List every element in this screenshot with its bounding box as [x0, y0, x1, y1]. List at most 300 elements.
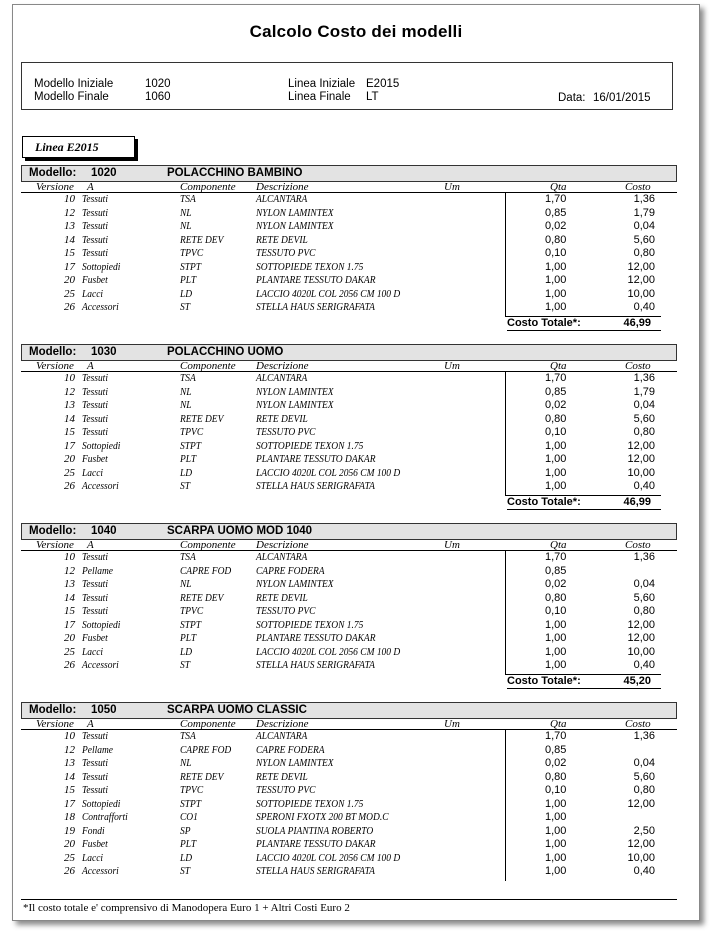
cell-qta: 1,00 — [545, 301, 567, 313]
cell-qta: 1,00 — [545, 480, 567, 492]
table-row — [21, 592, 677, 606]
cell-descrizione: TESSUTO PVC — [256, 247, 316, 259]
table-row — [21, 399, 677, 413]
cell-a: Tessuti — [82, 220, 108, 232]
cell-costo: 1,36 — [633, 372, 655, 384]
cell-a: Tessuti — [82, 233, 108, 246]
cell-a: Tessuti — [82, 372, 108, 384]
linea-finale-label: Linea Finale — [288, 91, 351, 103]
cell-a: Tessuti — [82, 551, 108, 563]
cell-descrizione: NYLON LAMINTEX — [256, 399, 334, 411]
cell-componente: PLT — [180, 453, 197, 465]
model-section — [21, 344, 677, 510]
cell-componente: NL — [180, 399, 192, 411]
cell-a: Lacci — [82, 851, 104, 864]
cell-componente: RETE DEV — [180, 233, 224, 246]
cell-versione: 12 — [64, 385, 75, 398]
cell-a: Lacci — [82, 466, 104, 479]
modello-finale-value: 1060 — [145, 91, 171, 103]
table-row — [21, 467, 677, 481]
cell-versione: 13 — [64, 399, 75, 411]
total-bottom-line — [507, 330, 661, 331]
cell-qta: 1,00 — [545, 260, 567, 273]
table-row — [21, 440, 677, 454]
cell-componente: RETE DEV — [180, 412, 224, 425]
cell-costo: 0,40 — [633, 659, 655, 671]
cell-componente: NL — [180, 220, 192, 232]
cell-qta: 0,80 — [545, 770, 567, 783]
col-um: Um — [444, 718, 460, 730]
cell-a: Tessuti — [82, 193, 108, 205]
cell-costo: 0,04 — [633, 757, 655, 769]
cell-a: Tessuti — [82, 247, 108, 259]
cell-qta: 0,80 — [545, 412, 567, 425]
cell-qta: 1,00 — [545, 287, 567, 300]
cell-costo: 10,00 — [627, 851, 655, 864]
col-versione: Versione — [36, 539, 74, 551]
col-descrizione: Descrizione — [256, 360, 309, 372]
model-header — [21, 344, 677, 361]
cell-descrizione: SUOLA PIANTINA ROBERTO — [256, 824, 374, 837]
cell-versione: 12 — [64, 564, 75, 577]
cell-qta: 1,00 — [545, 824, 567, 837]
cell-a: Accessori — [82, 480, 119, 492]
table-row — [21, 453, 677, 467]
table-row — [21, 605, 677, 619]
cell-versione: 14 — [64, 591, 75, 604]
cell-versione: 18 — [64, 811, 75, 823]
cell-costo: 12,00 — [627, 618, 655, 631]
cell-descrizione: TESSUTO PVC — [256, 605, 316, 617]
cell-componente: NL — [180, 578, 192, 590]
cell-descrizione: NYLON LAMINTEX — [256, 757, 334, 769]
modello-iniziale-value: 1020 — [145, 78, 171, 90]
cell-a: Tessuti — [82, 730, 108, 742]
linea-iniziale-value: E2015 — [366, 78, 400, 90]
cell-versione: 26 — [64, 301, 75, 313]
cell-descrizione: NYLON LAMINTEX — [256, 578, 334, 590]
cell-descrizione: SPERONI FXOTX 200 BT MOD.C — [256, 811, 389, 823]
cell-componente: STPT — [180, 797, 202, 810]
cell-versione: 25 — [64, 645, 75, 658]
report-filter-box — [21, 62, 673, 110]
cell-versione: 14 — [64, 770, 75, 783]
col-componente: Componente — [180, 181, 236, 193]
column-separator — [505, 193, 506, 317]
column-headers — [21, 182, 677, 193]
cell-versione: 19 — [64, 824, 75, 837]
cell-descrizione: LACCIO 4020L COL 2056 CM 100 D — [256, 851, 401, 864]
cell-costo: 1,36 — [633, 551, 655, 563]
table-row — [21, 646, 677, 660]
model-label: Modello: — [29, 525, 77, 537]
cell-versione: 10 — [64, 193, 75, 205]
cell-versione: 17 — [64, 260, 75, 273]
total-bottom-line — [507, 509, 661, 510]
cell-componente: TPVC — [180, 426, 204, 438]
cell-versione: 26 — [64, 865, 75, 877]
total-value: 46,99 — [623, 316, 651, 329]
cell-a: Fusbet — [82, 453, 108, 465]
cell-componente: RETE DEV — [180, 770, 224, 783]
cell-versione: 17 — [64, 797, 75, 810]
cell-descrizione: SOTTOPIEDE TEXON 1.75 — [256, 260, 364, 273]
table-row — [21, 632, 677, 646]
col-componente: Componente — [180, 360, 236, 372]
cell-a: Tessuti — [82, 770, 108, 783]
cell-costo: 12,00 — [627, 439, 655, 452]
cell-versione: 10 — [64, 551, 75, 563]
cell-a: Tessuti — [82, 757, 108, 769]
cell-componente: PLT — [180, 632, 197, 644]
cell-descrizione: PLANTARE TESSUTO DAKAR — [256, 453, 376, 465]
cell-versione: 20 — [64, 632, 75, 644]
cell-a: Sottopiedi — [82, 797, 121, 810]
table-row — [21, 811, 677, 825]
table-row — [21, 220, 677, 234]
cell-qta: 0,10 — [545, 784, 567, 796]
cell-costo: 2,50 — [633, 824, 655, 837]
table-row — [21, 372, 677, 386]
model-header — [21, 702, 677, 719]
col-descrizione: Descrizione — [256, 181, 309, 193]
cell-descrizione: PLANTARE TESSUTO DAKAR — [256, 274, 376, 286]
table-row — [21, 619, 677, 633]
cell-qta: 1,00 — [545, 811, 567, 823]
cell-a: Tessuti — [82, 605, 108, 617]
cell-descrizione: LACCIO 4020L COL 2056 CM 100 D — [256, 645, 401, 658]
cell-a: Tessuti — [82, 412, 108, 425]
cell-costo: 1,36 — [633, 193, 655, 205]
cell-componente: TSA — [180, 193, 196, 205]
cell-costo: 12,00 — [627, 453, 655, 465]
total-label: Costo Totale*: — [507, 316, 581, 329]
line-group-label: Linea E2015 — [22, 136, 135, 158]
cell-costo: 0,04 — [633, 399, 655, 411]
cell-versione: 20 — [64, 274, 75, 286]
cell-componente: RETE DEV — [180, 591, 224, 604]
cell-descrizione: CAPRE FODERA — [256, 743, 325, 756]
cell-a: Tessuti — [82, 399, 108, 411]
component-rows — [21, 551, 677, 673]
cell-versione: 12 — [64, 743, 75, 756]
cell-qta: 1,00 — [545, 453, 567, 465]
table-row — [21, 274, 677, 288]
table-row — [21, 247, 677, 261]
table-row — [21, 798, 677, 812]
cell-versione: 17 — [64, 439, 75, 452]
cell-componente: CAPRE FOD — [180, 743, 232, 756]
model-total — [21, 674, 677, 689]
cell-costo: 0,40 — [633, 865, 655, 877]
cell-descrizione: NYLON LAMINTEX — [256, 206, 334, 219]
cell-a: Accessori — [82, 301, 119, 313]
table-row — [21, 480, 677, 494]
cell-a: Sottopiedi — [82, 439, 121, 452]
col-costo: Costo — [625, 718, 651, 730]
cell-descrizione: PLANTARE TESSUTO DAKAR — [256, 838, 376, 850]
cell-qta: 1,00 — [545, 618, 567, 631]
modello-iniziale-label: Modello Iniziale — [34, 78, 114, 90]
cell-componente: STPT — [180, 439, 202, 452]
col-componente: Componente — [180, 539, 236, 551]
cell-descrizione: STELLA HAUS SERIGRAFATA — [256, 301, 375, 313]
column-separator — [505, 372, 506, 496]
table-row — [21, 261, 677, 275]
cell-componente: ST — [180, 659, 190, 671]
cell-descrizione: PLANTARE TESSUTO DAKAR — [256, 632, 376, 644]
cell-qta: 0,85 — [545, 743, 567, 756]
cell-componente: LD — [180, 287, 193, 300]
cell-a: Sottopiedi — [82, 260, 121, 273]
table-row — [21, 301, 677, 315]
cell-qta: 1,00 — [545, 645, 567, 658]
cell-qta: 0,80 — [545, 233, 567, 246]
cell-componente: TPVC — [180, 784, 204, 796]
cell-versione: 10 — [64, 730, 75, 742]
cell-a: Pellame — [82, 564, 114, 577]
cell-componente: LD — [180, 645, 193, 658]
cell-qta: 0,80 — [545, 591, 567, 604]
cell-descrizione: CAPRE FODERA — [256, 564, 325, 577]
cell-componente: SP — [180, 824, 191, 837]
table-row — [21, 744, 677, 758]
cell-costo: 1,36 — [633, 730, 655, 742]
cell-descrizione: NYLON LAMINTEX — [256, 220, 334, 232]
cell-a: Fusbet — [82, 274, 108, 286]
model-code: 1050 — [91, 704, 117, 716]
col-costo: Costo — [625, 539, 651, 551]
col-versione: Versione — [36, 360, 74, 372]
table-row — [21, 865, 677, 879]
cell-descrizione: NYLON LAMINTEX — [256, 385, 334, 398]
cell-costo: 12,00 — [627, 838, 655, 850]
table-row — [21, 757, 677, 771]
cell-componente: PLT — [180, 838, 197, 850]
total-value: 46,99 — [623, 495, 651, 508]
cell-qta: 1,70 — [545, 372, 567, 384]
cell-componente: NL — [180, 757, 192, 769]
cell-descrizione: RETE DEVIL — [256, 412, 308, 425]
model-name: SCARPA UOMO CLASSIC — [167, 704, 307, 716]
cell-qta: 1,00 — [545, 797, 567, 810]
cell-a: Lacci — [82, 287, 104, 300]
cell-a: Tessuti — [82, 385, 108, 398]
cell-componente: PLT — [180, 274, 197, 286]
cell-qta: 1,00 — [545, 632, 567, 644]
cell-versione: 15 — [64, 426, 75, 438]
cell-versione: 15 — [64, 247, 75, 259]
cell-costo: 0,80 — [633, 784, 655, 796]
cell-versione: 14 — [64, 412, 75, 425]
col-qta: Qta — [550, 539, 567, 551]
total-label: Costo Totale*: — [507, 495, 581, 508]
model-code: 1040 — [91, 525, 117, 537]
cell-costo: 12,00 — [627, 260, 655, 273]
column-headers — [21, 719, 677, 730]
cell-qta: 1,00 — [545, 865, 567, 877]
footnote: *Il costo totale e' comprensivo di Manodopera Euro 1 + Altri Costi Euro 2 — [23, 902, 350, 914]
cell-descrizione: LACCIO 4020L COL 2056 CM 100 D — [256, 466, 401, 479]
col-costo: Costo — [625, 181, 651, 193]
cell-componente: STPT — [180, 618, 202, 631]
col-descrizione: Descrizione — [256, 539, 309, 551]
cell-versione: 26 — [64, 659, 75, 671]
col-versione: Versione — [36, 181, 74, 193]
col-qta: Qta — [550, 360, 567, 372]
model-section — [21, 165, 677, 331]
cell-versione: 15 — [64, 784, 75, 796]
cell-qta: 1,00 — [545, 838, 567, 850]
cell-versione: 17 — [64, 618, 75, 631]
col-a: A — [87, 181, 94, 193]
table-row — [21, 193, 677, 207]
col-qta: Qta — [550, 718, 567, 730]
cell-qta: 1,70 — [545, 730, 567, 742]
cell-descrizione: RETE DEVIL — [256, 233, 308, 246]
cell-costo: 12,00 — [627, 274, 655, 286]
column-separator — [505, 551, 506, 675]
cell-costo: 0,04 — [633, 578, 655, 590]
footer-divider — [21, 899, 677, 900]
col-a: A — [87, 360, 94, 372]
cell-a: Tessuti — [82, 578, 108, 590]
cell-versione: 13 — [64, 220, 75, 232]
cell-qta: 0,10 — [545, 247, 567, 259]
col-descrizione: Descrizione — [256, 718, 309, 730]
cell-a: Lacci — [82, 645, 104, 658]
cell-qta: 0,02 — [545, 578, 567, 590]
table-row — [21, 288, 677, 302]
col-um: Um — [444, 539, 460, 551]
col-um: Um — [444, 181, 460, 193]
table-row — [21, 551, 677, 565]
model-name: SCARPA UOMO MOD 1040 — [167, 525, 313, 537]
cell-qta: 1,70 — [545, 193, 567, 205]
table-row — [21, 784, 677, 798]
cell-costo: 10,00 — [627, 466, 655, 479]
cell-qta: 1,00 — [545, 439, 567, 452]
report-title: Calcolo Costo dei modelli — [249, 22, 463, 41]
cell-a: Pellame — [82, 743, 114, 756]
cell-qta: 1,70 — [545, 551, 567, 563]
cell-a: Fondi — [82, 824, 105, 837]
col-qta: Qta — [550, 181, 567, 193]
model-header — [21, 523, 677, 540]
cell-costo: 5,60 — [633, 233, 655, 246]
cell-versione: 12 — [64, 206, 75, 219]
cell-componente: TSA — [180, 372, 196, 384]
table-row — [21, 838, 677, 852]
column-separator — [505, 730, 506, 881]
column-headers — [21, 361, 677, 372]
cell-costo: 10,00 — [627, 287, 655, 300]
table-row — [21, 234, 677, 248]
cell-versione: 14 — [64, 233, 75, 246]
cell-versione: 25 — [64, 287, 75, 300]
linea-finale-value: LT — [366, 91, 379, 103]
table-row — [21, 565, 677, 579]
col-costo: Costo — [625, 360, 651, 372]
cell-versione: 20 — [64, 838, 75, 850]
cell-componente: TPVC — [180, 247, 204, 259]
table-row — [21, 730, 677, 744]
cell-qta: 0,02 — [545, 757, 567, 769]
cell-componente: NL — [180, 206, 192, 219]
cell-descrizione: STELLA HAUS SERIGRAFATA — [256, 865, 375, 877]
col-componente: Componente — [180, 718, 236, 730]
cell-qta: 0,85 — [545, 206, 567, 219]
data-value: 16/01/2015 — [593, 92, 651, 104]
cell-componente: CO1 — [180, 811, 198, 823]
cell-costo: 0,40 — [633, 301, 655, 313]
cell-qta: 1,00 — [545, 274, 567, 286]
total-bottom-line — [507, 688, 661, 689]
cell-costo: 10,00 — [627, 645, 655, 658]
cell-qta: 0,10 — [545, 605, 567, 617]
total-label: Costo Totale*: — [507, 674, 581, 687]
cell-qta: 1,00 — [545, 659, 567, 671]
cell-a: Sottopiedi — [82, 618, 121, 631]
cell-qta: 0,85 — [545, 564, 567, 577]
cell-descrizione: SOTTOPIEDE TEXON 1.75 — [256, 618, 364, 631]
data-label: Data: — [558, 92, 586, 104]
cell-a: Tessuti — [82, 426, 108, 438]
table-row — [21, 659, 677, 673]
cell-versione: 25 — [64, 466, 75, 479]
cell-costo: 1,79 — [633, 206, 655, 219]
cell-versione: 20 — [64, 453, 75, 465]
component-rows — [21, 730, 677, 879]
model-code: 1030 — [91, 346, 117, 358]
cell-descrizione: SOTTOPIEDE TEXON 1.75 — [256, 797, 364, 810]
cell-qta: 1,00 — [545, 851, 567, 864]
cell-versione: 10 — [64, 372, 75, 384]
cell-a: Fusbet — [82, 838, 108, 850]
report-page — [12, 4, 700, 921]
cell-a: Tessuti — [82, 784, 108, 796]
cell-descrizione: ALCANTARA — [256, 193, 308, 205]
cell-costo: 12,00 — [627, 632, 655, 644]
cell-costo: 0,04 — [633, 220, 655, 232]
cell-qta: 0,10 — [545, 426, 567, 438]
cell-versione: 13 — [64, 578, 75, 590]
table-row — [21, 413, 677, 427]
cell-a: Accessori — [82, 659, 119, 671]
model-name: POLACCHINO UOMO — [167, 346, 284, 358]
col-a: A — [87, 539, 94, 551]
modello-finale-label: Modello Finale — [34, 91, 109, 103]
model-section — [21, 702, 677, 879]
cell-a: Fusbet — [82, 632, 108, 644]
cell-costo: 0,80 — [633, 426, 655, 438]
cell-costo: 0,80 — [633, 605, 655, 617]
cell-componente: TSA — [180, 730, 196, 742]
model-label: Modello: — [29, 167, 77, 179]
linea-iniziale-label: Linea Iniziale — [288, 78, 356, 90]
cell-descrizione: ALCANTARA — [256, 372, 308, 384]
table-row — [21, 825, 677, 839]
cell-costo: 12,00 — [627, 797, 655, 810]
cell-descrizione: TESSUTO PVC — [256, 426, 316, 438]
table-row — [21, 771, 677, 785]
cell-componente: NL — [180, 385, 192, 398]
model-section — [21, 523, 677, 689]
model-label: Modello: — [29, 704, 77, 716]
cell-costo: 0,40 — [633, 480, 655, 492]
cell-versione: 13 — [64, 757, 75, 769]
cell-componente: CAPRE FOD — [180, 564, 232, 577]
